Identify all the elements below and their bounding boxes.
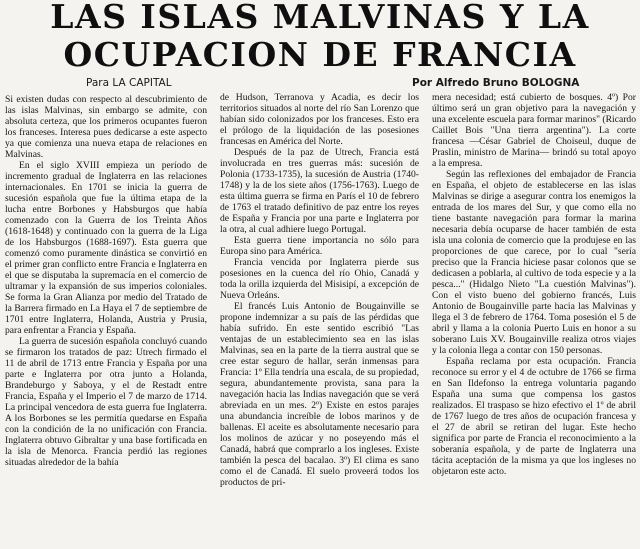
- paragraph: España reclama por esta ocupación. Francia reconoce su error y el 4 de octubre de 1766 se firma en San Ildefonso la entrega voluntaria pagando España una suma que compensa los gastos realizados. El traspaso se hizo efectivo el 1º de abril de 1767 luego de tres años de ocupación francesa y el 27 de abril se retiran del lugar. Este hecho significa por parte de Francia el reconocimiento a la soberanía española, y de parte de Inglaterra una tácita aceptación de la misma ya que los ingleses no objetaron este acto.: [432, 356, 636, 477]
- paragraph: Esta guerra tiene importancia no sólo para Europa sino para América.: [220, 235, 419, 257]
- paragraph: Francia vencida por Inglaterra pierde sus posesiones en la cuenca del río Ohio, Canadá y toda la orilla izquierda del Misisipí, a excepción de Nueva Orleáns.: [220, 257, 419, 301]
- byline-author: Por Alfredo Bruno BOLOGNA: [412, 77, 580, 89]
- article-column-1: [5, 94, 207, 549]
- headline-line-2: OCUPACION DE FRANCIA: [63, 35, 577, 74]
- headline: [0, 0, 640, 74]
- paragraph: de Hudson, Terranova y Acadia, es decir los territorios situados al norte del río San Lorenzo que habían sido colonizados por los franceses. Esto era el prólogo de la liquidación de las posesiones francesas en América del Norte.: [220, 92, 419, 147]
- paragraph: El francés Luis Antonio de Bougainville se propone indemnizar a su país de las pérdidas que había sufrido. En este sentido escribió "Las ventajas de un establecimiento sea en las islas Malvinas, sea en la parte de la tierra austral que se cree estar seguro de hallar, serán inmensas para Francia: 1º Ella tendría una escala, de su propiedad, segura, abundantemente provista, sana para la navegación hacia las Indias navegación que se verá abreviada en un mes. 2º) Existe en estos parajes una abundancia increíble de lobos marinos y de ballenas. El aceite es absolutamente necesario para los molinos de azúcar y no poseyendo más el Canadá, habrá que comprarlo a los ingleses. Existe también la pesca del bacalao. 3º) El clima es sano como el de Canadá. El suelo proveerá todos los productos de pri-: [220, 301, 419, 488]
- paragraph: Si existen dudas con respecto al descubrimiento de las islas Malvinas, sin embargo se admite, con absoluta certeza, que los primeros ocupantes fueron los franceses. Interesa pues dedicarse a este aspecto ya que comienza una nueva etapa de relaciones en Malvinas.: [5, 94, 207, 160]
- byline-newspaper: Para LA CAPITAL: [86, 77, 172, 89]
- paragraph: mera necesidad; está cubierto de bosques. 4º) Por último será un gran objetivo para la navegación y una excelente escuela para formar marinos" (Ricardo Caillet Bois "Una tierra argentina"). La corte francesa —César Gabriel de Choiseul, duque de Praslin, ministro de Marina— brindó su total apoyo a la empresa.: [432, 92, 636, 169]
- paragraph: En el siglo XVIII empieza un período de incremento gradual de Inglaterra en las relaciones internacionales. En 1701 se inicia la guerra de sucesión española que fue la última etapa de la lucha entre Borbones y Habsburgos que había comenzado con la Guerra de los Treinta Años (1618-1648) y continuado con la guerra de la Liga de los Habsburgos (1688-1697). Esta guerra que comenzó como puramente dinástica se convirtió en el primer gran conflicto entre Francia e Inglaterra en el que se disputaba la supremacía en el comercio de ultramar y la expansión de sus imperios coloniales. Se forma la Gran Alianza por medio del Tratado de la Barrera firmado en La Haya el 7 de septiembre de 1701 entre Inglaterra, Holanda, Austria y Prusia, para enfrentar a Francia y España.: [5, 160, 207, 336]
- paragraph: La guerra de sucesión española concluyó cuando se firmaron los tratados de paz: Utrech firmado el 11 de abril de 1713 entre Francia y España por una parte e Inglaterra por otra junto a Holanda, Brandeburgo y Saboya, y el de Restadt entre Francia, España y el Imperio el 7 de marzo de 1714. La principal vencedora de esta guerra fue Inglaterra. A los Borbones se les permitía quedarse en España con la condición de la no unificación con Francia. Inglaterra obtuvo Gibraltar y una base fortificada en la isla de Menorca. Francia perdió las regiones situadas alrededor de la bahía: [5, 336, 207, 468]
- paragraph: Según las reflexiones del embajador de Francia en España, el objeto de establecerse en las islas Malvinas se dirige a asegurar contra los enemigos la entrada de los mares del Sur, y que como ella no tiene bastante navegación para formar la marina necesaria debía ocuparse de hacer también de esta isla una colonia de comercio que la produjese en las proporciones de que carece, por lo cual "sería preciso que la Francia hiciese pasar colonos que se dedicasen a poblarla, al cultivo de toda especie y a la pesca..." (Hidalgo Nieto "La cuestión Malvinas"). Con el visto bueno del gobierno francés, Luis Antonio de Bougainville parte hacia las Malvinas y llega el 3 de febrero de 1764. Toma posesión el 5 de abril y llama a la colonia Puerto Luis en honor a su soberano Luis XV. Bougainville realiza otros viajes y la colonia llega a contar con 150 personas.: [432, 169, 636, 356]
- article-column-2: [220, 92, 419, 547]
- article-column-3: [432, 92, 636, 547]
- paragraph: Después de la paz de Utrech, Francia está involucrada en tres guerras más: sucesión de Polonia (1733-1735), la sucesión de Austria (1740-1748) y la de los siete años (1756-1763). Luego de esta última guerra se firma en París el 10 de febrero de 1763 el tratado definitivo de paz entre los reyes de España y Francia por una parte e Inglaterra por la otra, al cual adhiere luego Portugal.: [220, 147, 419, 235]
- headline-line-1: LAS ISLAS MALVINAS Y LA: [50, 0, 590, 36]
